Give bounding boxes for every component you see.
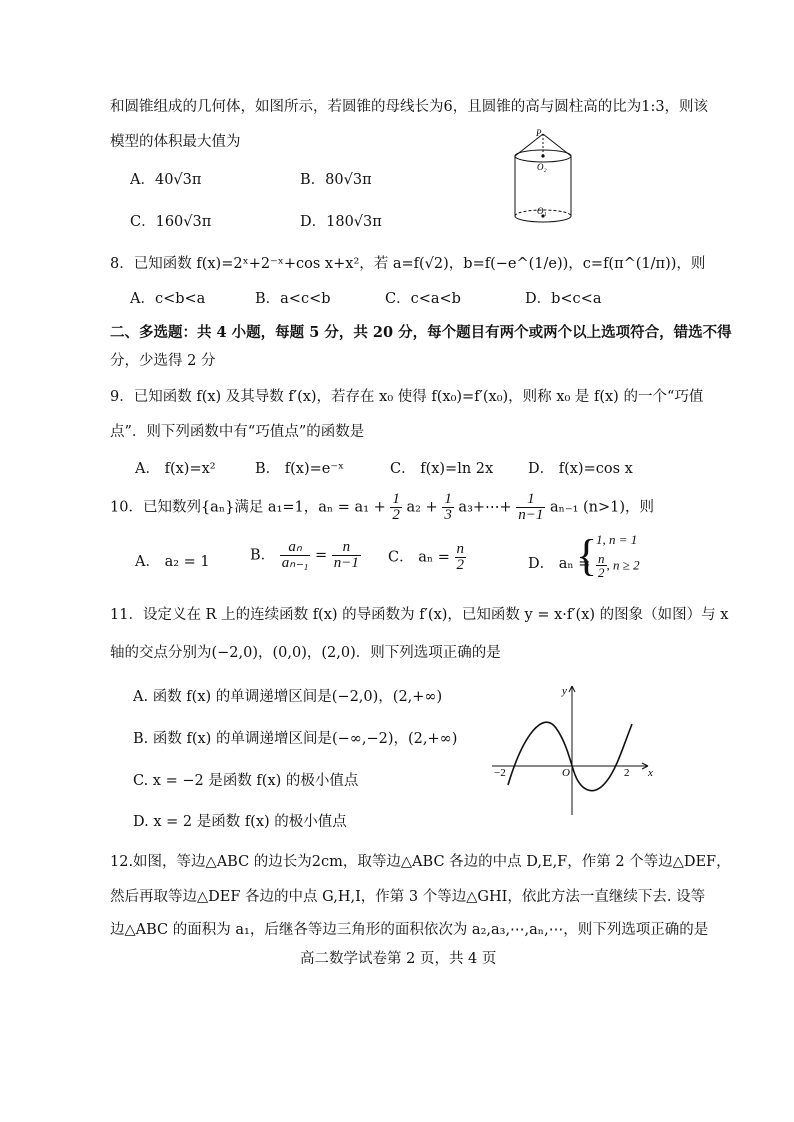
q11-option-d: D. x = 2 是函数 f(x) 的极小值点 xyxy=(133,814,347,830)
section-2-line1: 二、多选题：共 4 小题，每题 5 分，共 20 分，每个题目有两个或两个以上选项符合，错选不得 xyxy=(110,324,732,341)
q10-frac2-num: 1 xyxy=(444,491,452,507)
q10-option-b xyxy=(250,540,361,571)
q10-option-b-frac2 xyxy=(332,540,361,571)
q11-option-c: C. x = −2 是函数 f(x) 的极小值点 xyxy=(133,773,359,789)
graph-y-label: y xyxy=(562,685,567,697)
q10-frac3-num: 1 xyxy=(516,492,545,508)
cylinder-cone-figure xyxy=(505,128,595,228)
q10-c-den: 2 xyxy=(456,557,464,573)
q10-frac-half xyxy=(390,492,402,523)
q8-option-a: A．c<b<a xyxy=(130,291,206,307)
section-2-line2: 分，少选得 2 分 xyxy=(110,353,216,369)
q9-option-c: C． f(x)=ln 2x xyxy=(390,461,494,477)
q10-d-num: n xyxy=(598,551,605,566)
graph-origin-label: O xyxy=(562,767,570,779)
q7-line1: 和圆锥组成的几何体，如图所示，若圆锥的母线长为6，且圆锥的高与圆柱高的比为1:3，则该 xyxy=(110,99,709,115)
q10-b-num1: aₙ xyxy=(280,540,311,556)
q10-frac1-num: 1 xyxy=(392,491,400,507)
q10-frac3-den: n−1 xyxy=(518,507,544,523)
q12-line3: 边△ABC 的面积为 a₁，后继各等边三角形的面积依次为 a₂,a₃,⋯,aₙ,⋯，则下列选项正确的是 xyxy=(110,922,709,938)
q10-frac-third xyxy=(442,492,454,523)
figure-apex-label: P xyxy=(536,128,542,138)
q7-option-b: B．80√3π xyxy=(300,172,372,188)
q10-b-den2: n−1 xyxy=(333,555,359,571)
q10-b-den1: aₙ₋₁ xyxy=(281,555,309,571)
q10-option-d-frac xyxy=(596,552,607,579)
q10-option-d-case1: 1, n = 1 xyxy=(596,532,638,547)
q10-frac1-den: 2 xyxy=(392,507,400,523)
q9-option-b: B． f(x)=e⁻ˣ xyxy=(255,461,345,477)
derivative-graph xyxy=(488,680,658,820)
q7-option-d: D．180√3π xyxy=(300,214,382,230)
q7-option-c: C．160√3π xyxy=(130,214,212,230)
q10-option-d-cond: , n ≥ 2 xyxy=(606,557,640,573)
curve-y-xfprime xyxy=(508,722,632,790)
q10-option-c xyxy=(388,542,466,573)
q11-line2: 轴的交点分别为(−2,0)，(0,0)，(2,0)．则下列选项正确的是 xyxy=(110,645,501,661)
q10-b-num2: n xyxy=(332,540,361,556)
q10-b-eq: = xyxy=(314,547,328,564)
q10-stem xyxy=(110,492,654,523)
q9-line2: 点”．则下列函数中有“巧值点”的函数是 xyxy=(110,424,365,440)
section-2-heading xyxy=(110,321,732,342)
figure-bottom-center-label: O₁ xyxy=(537,206,547,216)
q10-option-d-case2 xyxy=(596,552,640,579)
q10-stem-part-a: 10．已知数列{aₙ}满足 a₁=1，aₙ = a₁ + xyxy=(110,499,386,516)
q7-option-a: A．40√3π xyxy=(130,172,202,188)
page-footer: 高二数学试卷第 2 页，共 4 页 xyxy=(300,951,497,967)
q12-line1: 12.如图，等边△ABC 的边长为2cm，取等边△ABC 各边的中点 D,E,F，作第 2 个等边△DEF， xyxy=(110,854,731,870)
q10-option-c-label: C． aₙ = xyxy=(388,549,450,566)
q10-option-a: A． a₂ = 1 xyxy=(135,554,210,570)
q9-option-d: D． f(x)=cos x xyxy=(528,461,633,477)
graph-pos-tick: 2 xyxy=(624,767,630,779)
q10-d-den: 2 xyxy=(598,565,605,580)
graph-neg-tick: −2 xyxy=(494,767,506,779)
q10-frac-nm1 xyxy=(516,492,545,523)
q8-option-b: B．a<c<b xyxy=(255,291,331,307)
q10-option-b-frac1 xyxy=(280,540,311,571)
q11-option-b: B. 函数 f(x) 的单调递增区间是(−∞,−2)，(2,+∞) xyxy=(133,731,458,747)
q12-line2: 然后再取等边△DEF 各边的中点 G,H,I，作第 3 个等边△GHI，依此方法一直继续下去. 设等 xyxy=(110,889,706,905)
q10-c-num: n xyxy=(456,541,464,557)
q10-stem-part-c: a₃+⋯+ xyxy=(458,499,512,516)
q10-option-d-label: D． aₙ = xyxy=(528,556,591,572)
q10-frac2-den: 3 xyxy=(444,507,452,523)
q10-option-c-frac xyxy=(455,542,467,573)
q10-stem-part-d: aₙ₋₁ (n>1)，则 xyxy=(550,499,655,516)
q8-stem: 8．已知函数 f(x)=2ˣ+2⁻ˣ+cos x+x²，若 a=f(√2)，b=f(−e^(1/e))，c=f(π^(1/π))，则 xyxy=(110,256,706,272)
q10-option-b-label: B． xyxy=(250,547,276,564)
graph-x-label: x xyxy=(648,767,653,779)
q10-stem-part-b: a₂ + xyxy=(406,499,438,516)
q8-option-d: D．b<c<a xyxy=(525,291,602,307)
q11-option-a: A. 函数 f(x) 的单调递增区间是(−2,0)，(2,+∞) xyxy=(133,689,443,705)
q7-line2: 模型的体积最大值为 xyxy=(110,134,241,150)
q8-option-c: C．c<a<b xyxy=(385,291,461,307)
q9-option-a: A． f(x)=x² xyxy=(135,461,216,477)
figure-top-center-label: O₂ xyxy=(537,162,547,172)
q11-line1: 11．设定义在 R 上的连续函数 f(x) 的导函数为 f′(x)，已知函数 y = x·f′(x) 的图象（如图）与 x xyxy=(110,607,729,623)
q9-line1: 9．已知函数 f(x) 及其导数 f′(x)，若存在 x₀ 使得 f(x₀)=f′(x₀)，则称 x₀ 是 f(x) 的一个“巧值 xyxy=(110,389,704,405)
q10-option-d-brace: { xyxy=(576,531,598,580)
